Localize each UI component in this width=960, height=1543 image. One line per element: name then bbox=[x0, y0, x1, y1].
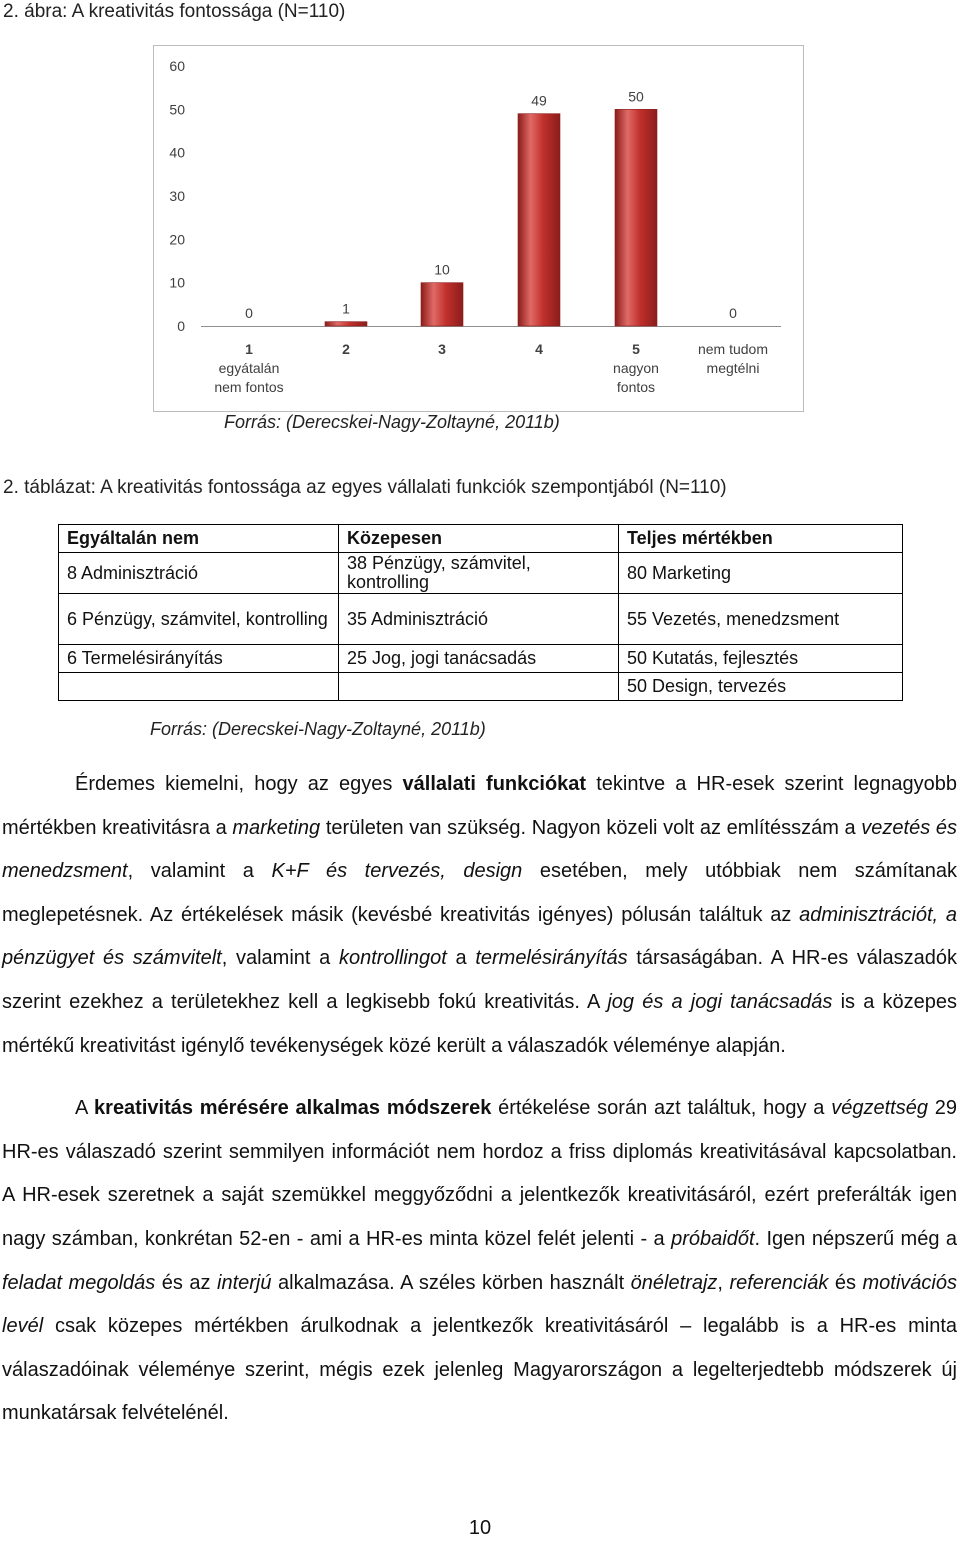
y-tick-label: 10 bbox=[169, 274, 185, 291]
data-label: 10 bbox=[434, 261, 450, 278]
table-cell: 80 Marketing bbox=[619, 553, 903, 594]
text-run: alkalmazása. A széles körben használt bbox=[271, 1271, 631, 1294]
text-run: területen van szükség. Nagyon közeli volt az említésszám a bbox=[320, 816, 862, 839]
table-cell: 50 Design, tervezés bbox=[619, 673, 903, 701]
table-header-row bbox=[59, 525, 903, 553]
text-run: 29 HR-es válaszadó szerint semmilyen információt nem hordoz a friss diplomás kreativitásával kapcsolatban. A HR-esek szeretnek a saját szemükkel meggyőződni a jelentkezők kreativitásáról, ezért preferálták igen nagy számban, konkrétan 52-en - ami a HR-es minta közel felét jelenti - a bbox=[2, 1097, 957, 1250]
y-tick-label: 50 bbox=[169, 101, 185, 118]
table-cell: 50 Kutatás, fejlesztés bbox=[619, 645, 903, 673]
body-text bbox=[2, 763, 957, 1436]
figure-source: Forrás: (Derecskei-Nagy-Zoltayné, 2011b) bbox=[224, 412, 560, 432]
text-run: motivációs levél bbox=[2, 1271, 957, 1338]
table-cell: 6 Termelésirányítás bbox=[59, 645, 339, 673]
text-run: adminisztrációt, a pénzügyet és számvitelt bbox=[2, 903, 957, 970]
table-cell bbox=[339, 673, 619, 701]
x-tick-label: 1 egyátalán nem fontos bbox=[214, 341, 284, 395]
text-run: csak közepes mértékben árulkodnak a jelentkezők kreativitásáról – legalább is a HR-es minta válaszadóinak véleménye szerint, mégis ezek jelenleg Magyarországon a legelterjedtebb módszerek új munkatársak felvételénél. bbox=[2, 1315, 957, 1425]
table-cell: 38 Pénzügy, számvitel, kontrolling bbox=[339, 553, 619, 594]
x-tick-label: 2 bbox=[342, 341, 350, 357]
data-label: 0 bbox=[245, 305, 253, 321]
page-number: 10 bbox=[468, 1517, 492, 1539]
table-row bbox=[59, 594, 903, 645]
text-run: A bbox=[75, 1097, 95, 1120]
bar-chart bbox=[153, 45, 804, 412]
table-cell: 25 Jog, jogi tanácsadás bbox=[339, 645, 619, 673]
header-not-at-all: Egyáltalán nem bbox=[59, 525, 339, 553]
text-run: esetében, mely utóbbiak nem számítanak meglepetésnek. Az értékelések másik (kevésbé kreativitás igényes) pólusán találtuk az bbox=[2, 860, 958, 926]
text-run: interjú bbox=[217, 1271, 272, 1294]
y-tick-label: 40 bbox=[169, 144, 185, 161]
text-run: jog és a jogi tanácsadás bbox=[607, 990, 833, 1013]
text-run: értékelése során azt találtuk, hogy a bbox=[491, 1097, 832, 1120]
paragraph-functions bbox=[2, 763, 957, 1068]
table-row bbox=[59, 553, 903, 594]
table-cell: 35 Adminisztráció bbox=[339, 594, 619, 645]
text-run: és az bbox=[155, 1271, 218, 1294]
y-tick-label: 0 bbox=[177, 318, 185, 334]
x-tick-label: 4 bbox=[535, 341, 543, 357]
table-caption: 2. táblázat: A kreativitás fontossága az egyes vállalati funkciók szempontjából (N=110) bbox=[3, 477, 727, 498]
bar bbox=[421, 283, 463, 326]
header-moderately: Közepesen bbox=[339, 525, 619, 553]
x-tick-label: 5 nagyon fontos bbox=[613, 341, 659, 395]
text-run: , valamint a bbox=[127, 860, 272, 883]
data-label: 49 bbox=[531, 92, 547, 109]
table-cell: 55 Vezetés, menedzsment bbox=[619, 594, 903, 645]
text-run: . Igen népszerű még a bbox=[754, 1227, 957, 1250]
table-cell: 8 Adminisztráció bbox=[59, 553, 339, 594]
text-run: is a közepes mértékű kreativitást igénylő tevékenységek közé került a válaszadók véleménye alapján. bbox=[2, 990, 957, 1057]
text-run: , valamint a bbox=[221, 947, 339, 970]
text-run: vállalati funkciókat bbox=[402, 773, 587, 795]
text-run: végzettség bbox=[831, 1097, 928, 1120]
bar bbox=[518, 114, 560, 326]
table-row bbox=[59, 673, 903, 701]
text-run: , bbox=[717, 1271, 730, 1294]
x-tick-label: nem tudom megtélni bbox=[697, 341, 769, 376]
text-run: referenciák bbox=[729, 1271, 829, 1294]
text-run: marketing bbox=[232, 816, 321, 839]
text-run: és bbox=[828, 1271, 863, 1294]
y-tick-label: 20 bbox=[169, 231, 185, 248]
text-run: kontrollingot bbox=[338, 947, 447, 970]
table-row bbox=[59, 645, 903, 673]
text-run: a bbox=[446, 947, 476, 970]
y-tick-label: 30 bbox=[169, 188, 185, 204]
text-run: K+F és tervezés, design bbox=[271, 860, 523, 883]
figure-caption: 2. ábra: A kreativitás fontossága (N=110) bbox=[3, 1, 346, 22]
text-run: társaságában. A HR-es válaszadók szerint ezekhez a területekhez kell a legkisebb fokú kreativitás. A bbox=[2, 947, 957, 1013]
text-run: vezetés és menedzsment bbox=[2, 816, 957, 883]
text-run: tekintve a HR-esek szerint legnagyobb mértékben kreativitásra a bbox=[2, 773, 957, 839]
text-run: termelésirányítás bbox=[475, 947, 628, 970]
data-label: 1 bbox=[342, 300, 350, 317]
paragraph-methods bbox=[2, 1087, 957, 1436]
table-source: Forrás: (Derecskei-Nagy-Zoltayné, 2011b) bbox=[150, 719, 486, 739]
functions-table bbox=[58, 524, 903, 701]
data-label: 0 bbox=[729, 305, 737, 321]
bar bbox=[615, 109, 657, 326]
text-run: feladat megoldás bbox=[2, 1271, 156, 1294]
text-run: próbaidőt bbox=[671, 1227, 755, 1250]
table-cell: 6 Pénzügy, számvitel, kontrolling bbox=[59, 594, 339, 645]
header-fully: Teljes mértékben bbox=[619, 525, 903, 553]
x-tick-label: 3 bbox=[438, 341, 446, 357]
bar bbox=[325, 322, 367, 326]
text-run: Érdemes kiemelni, hogy az egyes bbox=[75, 773, 403, 795]
y-tick-label: 60 bbox=[169, 58, 185, 74]
table-cell bbox=[59, 673, 339, 701]
data-label: 50 bbox=[628, 88, 644, 105]
text-run: önéletrajz bbox=[630, 1271, 718, 1294]
text-run: kreativitás mérésére alkalmas módszerek bbox=[94, 1097, 492, 1120]
